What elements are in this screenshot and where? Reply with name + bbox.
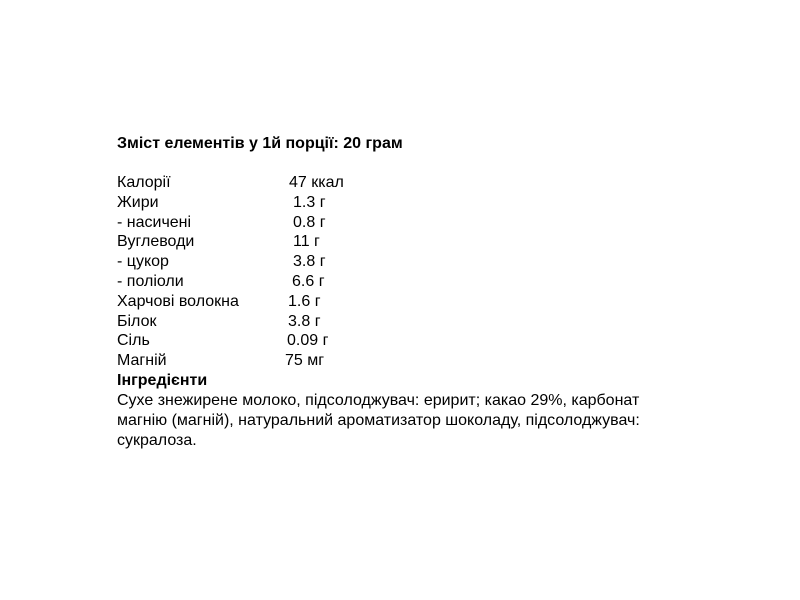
nutrient-label: - цукор [117,253,169,271]
nutrient-row [117,173,517,193]
nutrition-table [117,173,517,371]
ingredients-line: сукралоза. [117,432,197,449]
serving-title: Зміст елементів у 1й порції: 20 грам [117,135,403,152]
ingredients-list [117,391,717,451]
nutrient-row [117,213,517,233]
nutrient-label: - поліоли [117,272,184,290]
nutrient-row [117,193,517,213]
nutrient-label: Магній [117,352,167,370]
nutrient-row [117,232,517,252]
nutrient-row [117,331,517,351]
nutrient-value: 0.09 г [287,332,329,350]
nutrient-value: 6.6 г [292,272,325,290]
nutrient-value: 1.6 г [288,292,321,310]
nutrient-label: Жири [117,193,159,211]
nutrient-label: Білок [117,312,157,330]
nutrient-value: 3.8 г [288,312,321,330]
nutrient-value: 47 ккал [289,174,344,191]
nutrient-label: - насичені [117,213,192,231]
nutrient-row [117,312,517,332]
nutrient-value: 1.3 г [293,193,326,211]
nutrient-label: Харчові волокна [117,292,239,310]
nutrient-value: 0.8 г [293,213,326,231]
ingredients-line: магнію (магній), натуральний ароматизатор шоколаду, підсолоджувач: [117,412,640,429]
nutrient-value: 75 мг [285,352,325,370]
ingredients-heading: Інгредієнти [117,372,208,389]
nutrient-row [117,252,517,272]
nutrient-row [117,351,517,371]
nutrient-row [117,272,517,292]
nutrient-label: Вуглеводи [117,233,195,251]
nutrient-row [117,292,517,312]
nutrient-label: Калорії [117,174,171,191]
nutrient-value: 3.8 г [293,253,326,271]
ingredients-line: Сухе знежирене молоко, підсолоджувач: еририт; какао 29%, карбонат [117,392,640,409]
nutrient-value: 11 г [293,233,320,251]
nutrient-label: Сіль [117,332,150,350]
